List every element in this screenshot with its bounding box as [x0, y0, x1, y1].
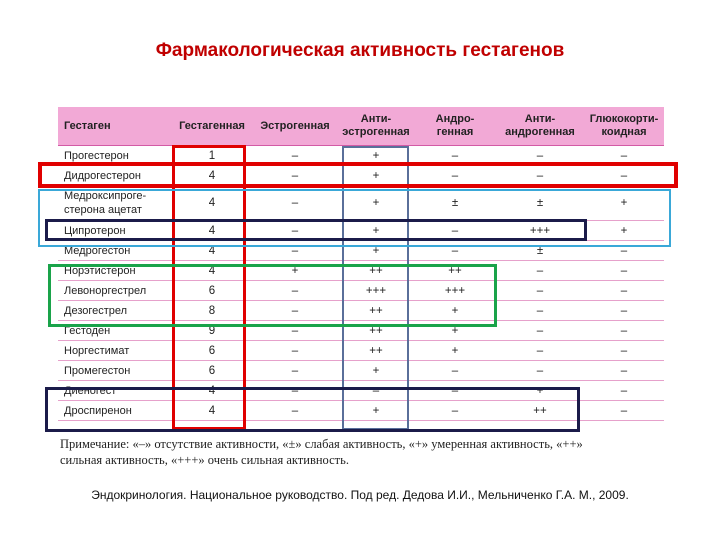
source-citation: Эндокринология. Национальное руководство. Под ред. Дедова И.И., Мельниченко Г.А. М., 2009. — [91, 488, 629, 502]
drug-name-cell: Медрогестон — [58, 241, 172, 261]
col-header-estrogenic: Эстрогенная — [252, 107, 338, 146]
activity-cell: – — [414, 401, 496, 421]
table-row — [58, 381, 664, 401]
drug-name-cell: Медроксипроге- стерона ацетат — [58, 186, 172, 221]
activity-cell: – — [584, 321, 664, 341]
drug-name-cell: Норэтистерон — [58, 261, 172, 281]
activity-cell: ++ — [496, 401, 584, 421]
drug-name-cell: Дроспиренон — [58, 401, 172, 421]
table-row — [58, 186, 664, 221]
activity-cell: ++ — [414, 261, 496, 281]
activity-cell: + — [338, 146, 414, 166]
col-header-glucocorticoid: Глюкокорти- коидная — [584, 107, 664, 146]
activity-cell: – — [584, 361, 664, 381]
activity-cell: + — [338, 186, 414, 221]
activity-cell: 4 — [172, 166, 252, 186]
table-header-row — [58, 107, 664, 146]
activity-cell: +++ — [414, 281, 496, 301]
col-header-androgenic: Андро- генная — [414, 107, 496, 146]
activity-cell: – — [496, 361, 584, 381]
activity-cell: 4 — [172, 381, 252, 401]
activity-cell: – — [496, 146, 584, 166]
col-header-antiestrogenic: Анти- эстрогенная — [338, 107, 414, 146]
activity-cell: – — [584, 261, 664, 281]
activity-cell: – — [252, 301, 338, 321]
drug-name-cell: Прогестерон — [58, 146, 172, 166]
activity-cell: + — [338, 401, 414, 421]
activity-cell: + — [584, 186, 664, 221]
activity-cell: – — [584, 401, 664, 421]
activity-cell: – — [496, 281, 584, 301]
col-header-gestagenic: Гестагенная — [172, 107, 252, 146]
activity-cell: ± — [496, 241, 584, 261]
drug-name-cell: Ципротерон — [58, 221, 172, 241]
activity-cell: ++ — [338, 261, 414, 281]
activity-cell: – — [252, 221, 338, 241]
activity-cell: 6 — [172, 281, 252, 301]
table-row — [58, 241, 664, 261]
activity-cell: – — [584, 166, 664, 186]
activity-cell: – — [414, 381, 496, 401]
table-row — [58, 341, 664, 361]
activity-cell: 4 — [172, 261, 252, 281]
activity-cell: – — [252, 241, 338, 261]
activity-cell: ++ — [338, 321, 414, 341]
activity-cell: 1 — [172, 146, 252, 166]
drug-name-cell: Промегестон — [58, 361, 172, 381]
activity-cell: 6 — [172, 341, 252, 361]
activity-cell: – — [496, 261, 584, 281]
table-row — [58, 361, 664, 381]
activity-cell: + — [414, 321, 496, 341]
drug-name-cell: Диеногест — [58, 381, 172, 401]
activity-cell: – — [414, 146, 496, 166]
activity-cell: – — [496, 321, 584, 341]
footnote-line-2: сильная активность, «+++» очень сильная активность. — [60, 453, 349, 467]
activity-cell: – — [496, 166, 584, 186]
drug-name-cell: Дидрогестерон — [58, 166, 172, 186]
activity-cell: – — [496, 341, 584, 361]
col-header-antiandrogenic: Анти- андрогенная — [496, 107, 584, 146]
activity-cell: – — [252, 381, 338, 401]
activity-cell: +++ — [496, 221, 584, 241]
drug-name-cell: Левоноргестрел — [58, 281, 172, 301]
activity-cell: – — [252, 166, 338, 186]
table-row — [58, 146, 664, 166]
table-row — [58, 301, 664, 321]
activity-cell: 6 — [172, 361, 252, 381]
activity-cell: – — [584, 241, 664, 261]
table-row — [58, 261, 664, 281]
activity-cell: 4 — [172, 221, 252, 241]
activity-cell: ± — [414, 186, 496, 221]
table-row — [58, 166, 664, 186]
activity-cell: – — [496, 301, 584, 321]
page-title: Фармакологическая активность гестагенов — [155, 40, 565, 61]
activity-cell: – — [584, 301, 664, 321]
activity-cell: + — [584, 221, 664, 241]
activity-cell: ++ — [338, 341, 414, 361]
activity-cell: ± — [496, 186, 584, 221]
activity-cell: – — [414, 221, 496, 241]
activity-cell: 4 — [172, 186, 252, 221]
activity-cell: – — [584, 146, 664, 166]
activity-cell: + — [338, 166, 414, 186]
activity-cell: + — [338, 361, 414, 381]
activity-cell: – — [584, 381, 664, 401]
activity-cell: – — [414, 361, 496, 381]
activity-cell: – — [252, 401, 338, 421]
activity-cell: – — [414, 241, 496, 261]
drug-name-cell: Норгестимат — [58, 341, 172, 361]
activity-cell: + — [496, 381, 584, 401]
activity-cell: + — [414, 301, 496, 321]
activity-cell: – — [252, 321, 338, 341]
activity-cell: 4 — [172, 241, 252, 261]
drug-name-cell: Гестоден — [58, 321, 172, 341]
activity-cell: – — [252, 281, 338, 301]
gestagen-table — [58, 107, 664, 421]
activity-cell: + — [414, 341, 496, 361]
activity-cell: + — [338, 221, 414, 241]
activity-cell: +++ — [338, 281, 414, 301]
activity-cell: – — [584, 281, 664, 301]
table-row — [58, 281, 664, 301]
activity-cell: + — [252, 261, 338, 281]
table-row — [58, 221, 664, 241]
activity-cell: – — [252, 186, 338, 221]
activity-cell: 4 — [172, 401, 252, 421]
activity-cell: – — [338, 381, 414, 401]
activity-cell: – — [584, 341, 664, 361]
footnote-line-1: Примечание: «–» отсутствие активности, «±» слабая активность, «+» умеренная активность, «++» — [60, 437, 583, 451]
activity-cell: ++ — [338, 301, 414, 321]
activity-cell: – — [252, 361, 338, 381]
table-row — [58, 321, 664, 341]
table-footnote — [60, 436, 680, 468]
activity-cell: + — [338, 241, 414, 261]
table-body — [58, 146, 664, 421]
activity-cell: – — [414, 166, 496, 186]
col-header-gestagen: Гестаген — [58, 107, 172, 146]
activity-cell: – — [252, 146, 338, 166]
activity-cell: 9 — [172, 321, 252, 341]
activity-cell: – — [252, 341, 338, 361]
activity-cell: 8 — [172, 301, 252, 321]
drug-name-cell: Дезогестрел — [58, 301, 172, 321]
table-row — [58, 401, 664, 421]
